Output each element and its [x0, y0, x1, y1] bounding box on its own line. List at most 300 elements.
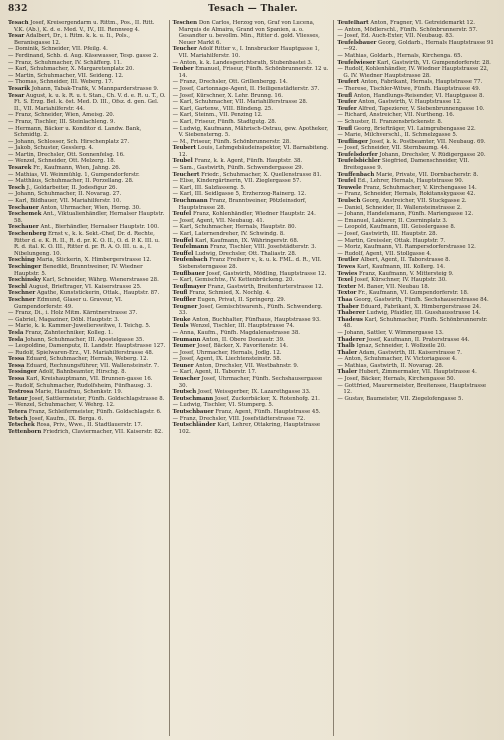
- directory-entry: [8, 389, 166, 396]
- entry-details: — Rudolf, Schuhmacher, Rudolfsheim, Fünfhausg. 3.: [8, 382, 153, 389]
- entry-surname: Teugner: [172, 303, 198, 310]
- entry-surname: Teucher: [172, 46, 197, 53]
- entry-details: — Daniel, Schneider, II. Wallensteinstrasse 2.: [337, 204, 462, 211]
- directory-entry: [337, 363, 495, 370]
- entry-details: Georg, Briefträger, VI. Laimgrubengasse 22.: [353, 125, 476, 132]
- directory-entry: [173, 106, 331, 113]
- directory-entry: [337, 224, 495, 231]
- directory-entry: [8, 277, 166, 284]
- directory-entry: [337, 66, 495, 79]
- directory-entry: [337, 218, 495, 225]
- entry-surname: Tetschek: [8, 422, 35, 429]
- directory-entry: [173, 145, 331, 158]
- entry-surname: Thalb: [337, 343, 355, 350]
- entry-details: Franz, Schleifermeister, Fünfh. Goldschlagstr. 6.: [28, 409, 162, 416]
- directory-entry: [8, 191, 166, 198]
- entry-details: — Karl, Friseur, Fünfh. Stadtgutg. 28.: [172, 118, 277, 125]
- entry-details: — Ferdinand, Schb. d. Aug. Käsewasser, Tesp. gasse 2.: [8, 52, 159, 59]
- entry-surname: Teuchmann: [172, 198, 208, 205]
- entry-details: Ernst v., k. k. Sekt.-Chef, Dr. d. Rechte, Ritter d. e. K. R. II., R. d. pr. K. O. II., O. d. P. K. III. u. R. d. ital. K. O. III., Ritter d. pr. R. A. O. III. u. a., I. Nibelungeng. 10.: [14, 231, 160, 257]
- entry-surname: Teufelsbauer: [337, 39, 377, 46]
- entry-details: — Johann, Schlosser, Sch. Hirschenplatz 27.: [8, 138, 130, 145]
- directory-entry: [173, 304, 331, 317]
- entry-details: Siegfried, Damenschneider, VII. Breitegasse 9.: [343, 158, 470, 172]
- directory-entry: [8, 284, 166, 291]
- directory-entry: [337, 178, 495, 185]
- directory-entry: [337, 33, 495, 40]
- entry-details: — Marie, k. k. Kammer-Juwelierswitwe, I. Teichg. 5.: [8, 323, 151, 330]
- entry-details: — Josef, Agent, IX. Liechtensteinstr. 58.: [172, 356, 282, 363]
- directory-entry: [173, 224, 331, 231]
- entry-details: — Johann, Sattler, V. Wimmergasse 13.: [337, 329, 444, 336]
- entry-details: Franz, Zahntechniker, Kolleg. 1.: [25, 329, 113, 336]
- entry-details: — Josef, Gastwirth, III. Hauptstr. 28.: [337, 231, 438, 237]
- directory-entry: [8, 409, 166, 416]
- entry-surname: Texter: [337, 283, 357, 290]
- entry-surname: Tewes: [337, 263, 356, 270]
- entry-surname: Teufelsbichler: [337, 158, 381, 165]
- directory-entry: [337, 383, 495, 396]
- directory-entry: [173, 79, 331, 86]
- directory-entry: [8, 46, 166, 53]
- directory-entry: [173, 376, 331, 389]
- entry-surname: Tetaur: [8, 395, 28, 402]
- entry-details: August, k. u. k. R. u. t. Stan., Ch. V. d. e. R. u. T., O. Ft. S. Erzg. Bel. k. öst. Med. D. III., Ofsz. d. gen. Gel. II., VII. Mariahilferstr. 44.: [14, 92, 166, 112]
- directory-entry: [173, 402, 331, 409]
- entry-details: — Karl, Gartenw., VIII. Blindeng. 25.: [172, 105, 273, 112]
- entry-details: Karl, Schuhmacher, Fünfh. Schönbrunnerstr. 48.: [343, 316, 488, 330]
- directory-entry: [337, 211, 495, 218]
- entry-details: — Thomas, Schneider, III. Weberg. 17.: [8, 79, 114, 86]
- directory-entry: [337, 343, 495, 350]
- directory-entry: [337, 231, 495, 238]
- directory-entry: [8, 172, 166, 179]
- entry-details: Karl, Kaufmann, III. Kollerg. 14.: [357, 263, 445, 270]
- entry-surname: Thadeus: [337, 316, 363, 323]
- directory-entry: [337, 172, 495, 179]
- directory-entry: [173, 112, 331, 119]
- directory-entry: [337, 126, 495, 133]
- entry-details: Adam, Gastwirth, III. Kaiserstrasse 7.: [358, 349, 462, 356]
- directory-entry: [8, 112, 166, 119]
- entry-details: Anton, Fabrikant, Hernals, Hauptstrasse 77.: [360, 79, 483, 86]
- entry-details: — Josef, Bäcker, Hernals, Kirchengasse 50.: [337, 376, 456, 383]
- entry-surname: Teulsch: [337, 198, 361, 205]
- entry-surname: Thaderer: [337, 336, 366, 343]
- entry-surname: Tetsch: [8, 415, 28, 422]
- directory-entry: [8, 343, 166, 350]
- entry-surname: Teufelsdorfer: [337, 151, 378, 158]
- entry-details: — Mathias, VI. Weinmühlg. 1, Gumpendorferstr.: [8, 171, 140, 178]
- entry-details: — Gabriel, Magaziner, Döbl. Hauptstr. 3.: [8, 316, 120, 323]
- directory-entry: [173, 356, 331, 363]
- entry-details: Karl, Lehrer, Ottakring, Hauptstrasse 102.: [178, 422, 321, 435]
- directory-entry: [8, 205, 166, 212]
- entry-details: — Johann, Schuhmacher, II. Novarag. 27.: [8, 191, 122, 198]
- directory-entry: [173, 284, 331, 291]
- entry-details: Ed., Lehrer, Hernals, Hauptstrasse 90.: [357, 178, 464, 185]
- directory-entry: [173, 257, 331, 270]
- directory-entry: [337, 191, 495, 198]
- entry-details: Fr., Kaufmann, Wien, Jahng. 26.: [33, 165, 121, 172]
- entry-details: Don Carlos, Herzog von, Graf von Lucena, Marquis de Almaira, Grand von Spanien, a. o. Gesandter u. bevollm. Min., Ritter d. gold. Vliesses, Neuer Markt 6.: [178, 20, 320, 46]
- entry-details: — Anton, k. k. Landesgerichtsrath, Stubenbastei 3.: [172, 59, 313, 66]
- entry-surname: Thaber: [337, 303, 359, 310]
- entry-surname: Tewies: [337, 270, 358, 277]
- entry-surname: Tessinger: [8, 369, 37, 376]
- entry-surname: Teubert: [172, 145, 196, 152]
- directory-entry: [8, 185, 166, 192]
- entry-details: — Martin, Drechsler, Ott. Sonnenfelsg. 16.: [8, 151, 125, 158]
- directory-entry: [337, 337, 495, 344]
- directory-entry: [8, 369, 166, 376]
- entry-details: Karl, Schneider, Währg. Wienerstrasse 28.: [42, 277, 159, 284]
- entry-details: — Martin, Schuhmacher, VII. Seideng. 12.: [8, 72, 124, 79]
- entry-surname: Texel: [337, 277, 353, 284]
- directory-entry: [337, 317, 495, 330]
- entry-details: — Jakob, Schuster, Gesslerg. 4.: [8, 145, 94, 152]
- directory-entry: [173, 185, 331, 192]
- entry-details: Anton, Drechsler, VII. Westbahnstr. 9.: [195, 362, 299, 369]
- entry-details: — Wenzel, Schneider, Ott. Melzerg. 18.: [8, 158, 116, 165]
- directory-entry: [173, 46, 331, 59]
- entry-details: — Anton, Schuhmacher, IV. Victoriagasse 4.: [337, 356, 457, 363]
- entry-surname: Teschauer: [8, 224, 39, 231]
- entry-details: Karl, Kreishauptmann, VII. Brunnen-gasse 16.: [26, 376, 153, 383]
- entry-details: Georg, Anstreicher, VII. Stuckgasse 2.: [362, 198, 467, 205]
- entry-surname: Teschinger: [8, 263, 42, 270]
- entry-details: Josef, Zuckerbäcker, X. Rotenhofg. 21.: [214, 395, 320, 402]
- entry-details: Franz, Branntweiner, Pötzleinsdorf, Hauptstrasse 28.: [178, 198, 307, 211]
- entry-details: — Martin, Greissler, Ottak. Hauptstr. 7.: [337, 237, 446, 244]
- directory-entry: [337, 99, 495, 106]
- entry-surname: Teschenberg: [8, 231, 47, 237]
- directory-entry: [8, 429, 166, 436]
- directory-entry: [173, 244, 331, 251]
- entry-details: — Schuster, II. Franzensbrückenstr. 8.: [337, 118, 443, 125]
- entry-surname: Teufenbach: [172, 257, 208, 264]
- entry-details: Franz, Schmied, X. Nochlg. 4.: [189, 290, 271, 297]
- entry-details: Emanuel, Friseur, Fünfh. Schönbrunnerstr. 12 u. 14.: [178, 66, 329, 79]
- entry-details: Louis, Lehmgebäudeinspektor, VI. Barnabiteng. 12.: [178, 145, 329, 158]
- directory-entry: [337, 60, 495, 67]
- entry-surname: Teuscher: [172, 376, 200, 383]
- directory-entry: [173, 297, 331, 304]
- directory-entry: [8, 231, 166, 257]
- entry-details: — Marie, Milchverschl., II. Schmelzgasse 5.: [337, 132, 458, 139]
- entry-surname: Teufer: [337, 99, 357, 106]
- entry-surname: Tesching: [8, 257, 35, 264]
- directory-entry: [8, 165, 166, 172]
- directory-entry: [337, 238, 495, 245]
- directory-entry: [173, 422, 331, 435]
- directory-entry: [8, 402, 166, 409]
- directory-entry: [173, 158, 331, 165]
- entry-surname: Thaberer: [337, 310, 366, 317]
- entry-details: Josef, Weissgerber, IX. Lazarethgasse 33.: [197, 389, 311, 396]
- entry-details: — Wenzel, Schuhmacher, V. Wehrg. 12.: [8, 402, 115, 409]
- entry-details: Anton, Fragner, VI. Getreidemarkt 12.: [370, 20, 475, 26]
- directory-entry: [8, 139, 166, 146]
- directory-entry: [337, 304, 495, 311]
- entry-surname: Tesarek: [8, 165, 32, 172]
- entry-details: — Franz, Tischler, III. Steinlachleng. 9.: [8, 118, 116, 125]
- directory-entry: [337, 376, 495, 383]
- entry-details: Fr., Kaufmann, VI. Gumpendorferstr. 18.: [358, 290, 469, 297]
- entry-surname: Teuffel: [172, 250, 194, 257]
- entry-details: Eduard, Fabrikant, X. Himbergerstrasse 24.: [360, 303, 481, 310]
- directory-entry: [337, 290, 495, 297]
- entry-details: — Franz, Di., i. Holz Mitm. Kärntnerstrasse 37.: [8, 310, 138, 317]
- directory-entry: [337, 330, 495, 337]
- entry-details: — Karl, Schuhmacher, VII. Mariahilferstrasse 28.: [172, 99, 308, 106]
- entry-surname: Teschemek: [8, 211, 42, 218]
- directory-entry: [173, 20, 331, 46]
- entry-details: Eugen, Privat, II. Springerg. 29.: [197, 296, 286, 303]
- entry-details: Josef, Kaufmann, II. Praterstrasse 44.: [366, 336, 470, 343]
- entry-surname: Teschl: [8, 283, 28, 290]
- entry-surname: Tesch: [8, 184, 26, 191]
- entry-details: — Franz, Drechsler, VIII. Josefstädterstrasse 72.: [172, 415, 306, 422]
- entry-details: — Leopold, Kaufmann, III. Geisslergasse 8.: [337, 224, 456, 231]
- directory-entry: [8, 178, 166, 185]
- entry-details: — Hermann, Bäcker u. Konditor d. Landw. Bank, Schmidtg. 2.: [8, 125, 142, 139]
- entry-details: Karl, Gastwirth, VI. Gumpendorferstr. 28.: [377, 59, 491, 66]
- directory-entry: [173, 198, 331, 211]
- directory-entry: [173, 271, 331, 278]
- entry-surname: Teuffenbach: [337, 171, 375, 178]
- entry-details: Ant., Bierhändler, Hernalser Hauptstr. 100.: [40, 224, 160, 231]
- entry-details: Johann, Tabak-Trafik, V. Mannparderstrasse 9.: [31, 85, 159, 92]
- entry-details: Marie, Private, VII. Dornbacherstr. 8.: [376, 171, 479, 178]
- entry-surname: Teutschbauer: [172, 409, 214, 416]
- directory-entry: [8, 330, 166, 337]
- directory-entry: [8, 224, 166, 231]
- entry-surname: Teutschmann: [172, 395, 214, 402]
- entry-details: M. Baner, VII. Neubau 18.: [357, 283, 430, 290]
- directory-entry: [173, 396, 331, 403]
- entry-details: Josef, Bäcker, X. Favoritenstr. 14.: [197, 343, 288, 350]
- entry-details: Agathe, Kunststickerin, Ottak., Hauptstr. 87.: [36, 290, 160, 297]
- entry-details: Josef, Kürschner, IV. Hauptstr. 30.: [354, 277, 447, 284]
- directory-entry: [337, 310, 495, 317]
- directory-entry: [337, 369, 495, 376]
- directory-entry: [337, 205, 495, 212]
- directory-entry: [337, 158, 495, 171]
- directory-entry: [8, 145, 166, 152]
- entry-details: — Gottfried, Maurermeister, Breitensee, Hauptstrasse 12.: [337, 382, 487, 396]
- entry-details: — Karl, III. Salzfasseng. 5.: [172, 184, 246, 191]
- column-3: [333, 20, 498, 736]
- entry-surname: Testrosa: [8, 389, 34, 396]
- directory-entry: [8, 119, 166, 126]
- column-1: [8, 20, 169, 736]
- entry-details: — Karl, Agent, II. Taborstr. 17.: [172, 369, 257, 376]
- entry-details: Albert, Agent, II. Taborstrasse 8.: [360, 257, 451, 264]
- directory-entry: [8, 356, 166, 363]
- entry-surname: Teufel: [337, 178, 356, 185]
- directory-entry: [8, 337, 166, 344]
- entry-details: — Karl, Gemischtw., IV. Kettenbrückeng. 20.: [172, 277, 295, 284]
- directory-entry: [337, 251, 495, 258]
- directory-entry: [337, 271, 495, 278]
- entry-surname: Teufl: [172, 290, 188, 297]
- page-number: 832: [8, 4, 28, 14]
- entry-details: Josef, Sattlermeister, Fünfh. Goldschlagstrasse 8.: [29, 395, 165, 402]
- directory-entry: [173, 178, 331, 185]
- entry-details: — Dominik, Schneider, VII. Pfeilg. 4.: [8, 46, 108, 53]
- directory-entry: [8, 126, 166, 139]
- directory-entry: [8, 297, 166, 310]
- directory-entry: [337, 112, 495, 119]
- directory-entry: [337, 350, 495, 357]
- entry-details: Anton, Uhrmacher, Wien, Herng. 30.: [40, 204, 141, 211]
- entry-surname: Thaler: [337, 349, 358, 356]
- entry-details: — Mathias, Gastwirth, II. Novarag. 28.: [337, 362, 444, 369]
- entry-surname: Tesla: [8, 329, 24, 336]
- directory-entry: [173, 389, 331, 396]
- directory-entry: [337, 277, 495, 284]
- entry-details: — Karl, Schuhmacher, X. Margaretenplatz 20.: [8, 66, 135, 73]
- directory-entry: [337, 198, 495, 205]
- entry-details: — Matthäus, Schuhmacher, II. Porzellang. 28.: [8, 178, 134, 185]
- entry-details: Franz, Gastwirth, Breitenfurterstrasse 12.: [207, 283, 324, 290]
- entry-surname: Teuflbauer: [172, 270, 205, 277]
- directory-entry: [8, 66, 166, 73]
- directory-entry: [173, 231, 331, 238]
- entry-details: — Ludwig, Kaufmann, Mährisch-Ostrau, gew. Apotheker, V. Siebensterng. 5.: [172, 125, 329, 139]
- directory-entry: [173, 409, 331, 416]
- entry-details: — Josef, Agent, VII. Neubaug. 41.: [172, 217, 265, 224]
- entry-details: Alfred, Tapezierer, V. Siebenbrunnengasse 10.: [358, 105, 485, 112]
- directory-entry: [337, 79, 495, 86]
- entry-details: Josef, Kreisergendarm u. Rittm., Pos., II. Ritt. V.K. (Ab.), K. d. e. Med. V., IV., III. Rennweg 4.: [14, 20, 155, 33]
- entry-surname: Teufel: [172, 211, 192, 218]
- entry-details: — Rudolf, Agent, VII. Stollgasse 4.: [337, 250, 432, 257]
- column-2: [169, 20, 334, 736]
- entry-surname: Teufelhart: [337, 20, 369, 26]
- entry-details: Johann, Schuhmacher, III. Apostelgasse 35.: [25, 336, 145, 343]
- directory-entry: [337, 40, 495, 53]
- entry-details: — Josef, Uhrmacher, Hernals, Jodlg. 12.: [172, 349, 282, 356]
- entry-details: Marie, Hausfrau, Schenkstr. 19.: [35, 389, 123, 396]
- directory-entry: [8, 79, 166, 86]
- entry-surname: Teuffler: [172, 296, 196, 303]
- directory-entry: [337, 93, 495, 100]
- directory-entry: [337, 145, 495, 152]
- entry-surname: Tetera: [8, 409, 28, 416]
- entry-surname: Teuner: [172, 362, 194, 369]
- entry-details: Anton, Buchhalter, Fünfhaus, Hauptstrasse 93.: [192, 316, 321, 323]
- directory-entry: [173, 86, 331, 93]
- directory-entry: [8, 73, 166, 80]
- entry-details: — Leopoldine, Damenputz, II. Landstr. Hauptstrasse 127.: [8, 343, 166, 350]
- entry-details: Ignaz, Schneider, I. Wollzeile 20.: [356, 343, 446, 350]
- entry-details: August, Brieftrager, VI. Kaiserstrasse 25.: [28, 283, 142, 290]
- directory-entry: [8, 363, 166, 370]
- directory-entry: [173, 330, 331, 337]
- directory-entry: [337, 284, 495, 291]
- directory-entry: [173, 337, 331, 344]
- directory-entry: [173, 119, 331, 126]
- entry-details: Anton, Handlungs-Reisender, VI. Hauptgasse 8.: [353, 92, 485, 99]
- directory-entry: [173, 93, 331, 100]
- directory-entry: [337, 356, 495, 363]
- directory-entry: [337, 297, 495, 304]
- entry-details: Franz, Tischler, VIII. Josefstädterstr. 3.: [209, 244, 317, 251]
- entry-details: — Josef, Ed. Auch-Exter, VII. Neubaug. 83.: [337, 33, 454, 40]
- directory-entry: [8, 317, 166, 324]
- directory-entry: [8, 86, 166, 93]
- page-title: Tesach — Thaler.: [208, 4, 298, 14]
- entry-details: Johann, Drechsler, V. Rüdigergasse 20.: [379, 151, 486, 158]
- directory-entry: [337, 396, 495, 403]
- entry-details: Anton, II. Obere Donaustr. 39.: [202, 336, 285, 343]
- entry-details: — Franz, Schneider, Hernals, Rokitanskygasse 42.: [337, 191, 476, 198]
- directory-entry: [8, 396, 166, 403]
- entry-details: Edmund, Glaser u. Graveur, VI. Gumpendorferstr. 49.: [14, 296, 123, 310]
- entry-details: — Anton, Mödlerschl., Fünfh. Schönbrunnerstr. 57.: [337, 26, 478, 33]
- directory-columns: [8, 20, 498, 736]
- entry-surname: Teuflmayer: [172, 283, 206, 290]
- entry-details: Ant., Viktualienhändler, Hernalser Hauptstr. 58.: [14, 211, 165, 224]
- entry-surname: Teschner: [8, 296, 36, 303]
- entry-surname: Teuflinger: [337, 138, 369, 145]
- entry-details: — Sam., Gastwirth, Fünfh. Schwendergasse 29.: [172, 165, 304, 172]
- directory-entry: [337, 132, 495, 139]
- entry-details: Georg, Goldarb., Hernals Hauptstrasse 91—92.: [343, 39, 494, 53]
- entry-surname: Thaler: [337, 369, 358, 376]
- entry-surname: Tettenborn: [8, 428, 42, 435]
- entry-surname: Teutler: [337, 257, 359, 264]
- entry-surname: Teufelmann: [172, 244, 209, 251]
- entry-details: Franz, Schuhmacher, V. Kirchengasse 14.: [363, 184, 477, 191]
- directory-entry: [337, 27, 495, 34]
- directory-entry: [173, 139, 331, 146]
- entry-surname: Teuls: [172, 323, 189, 330]
- entry-details: Eduard, Rechnungsführer, VII. Wallensteinstr. 7.: [26, 362, 159, 369]
- entry-surname: Tesar: [8, 92, 25, 99]
- directory-entry: [173, 323, 331, 330]
- entry-details: Friedrich, Claviermacher, VII. Kaiserstr. 82.: [43, 428, 163, 435]
- entry-details: Anton, Gastwirth, V. Hauptstrasse 12.: [358, 99, 462, 106]
- entry-surname: Tesla: [8, 336, 24, 343]
- directory-entry: [337, 106, 495, 113]
- entry-surname: Teuwele: [337, 184, 362, 191]
- entry-details: — Josef, Kürschner, X. Lehr. Brunng. 16.: [172, 92, 283, 99]
- entry-details: — Josef, Cartonnage-Agent, II. Heiligenstädterstr. 37.: [172, 85, 320, 92]
- directory-entry: [173, 343, 331, 350]
- directory-entry: [337, 119, 495, 126]
- directory-entry: [8, 422, 166, 429]
- entry-surname: Teufer: [337, 105, 357, 112]
- entry-details: — Franz, Drechsler, Ott. Grillenbergg. 14.: [172, 79, 288, 86]
- entry-surname: Textor: [337, 290, 357, 297]
- directory-entry: [8, 416, 166, 423]
- entry-details: J., Goldarbeiter, II. Jodesfigur 26.: [26, 184, 118, 191]
- directory-entry: [8, 53, 166, 60]
- entry-details: — Franz, Schneider, Wien, Ameisg. 20.: [8, 112, 115, 119]
- directory-entry: [8, 158, 166, 165]
- directory-entry: [173, 369, 331, 376]
- entry-details: Wenzel, Tischler, III. Hauptstrasse 74.: [190, 323, 295, 330]
- directory-entry: [8, 20, 166, 33]
- directory-entry: [8, 383, 166, 390]
- entry-surname: Teschinsky: [8, 277, 41, 284]
- entry-details: Benedikt, Branntweiner, IV. Wiedner Hauptstr. 5.: [14, 263, 143, 277]
- entry-details: — Karl, Steinm., VII. Penzing 12.: [172, 112, 263, 119]
- directory-entry: [8, 211, 166, 224]
